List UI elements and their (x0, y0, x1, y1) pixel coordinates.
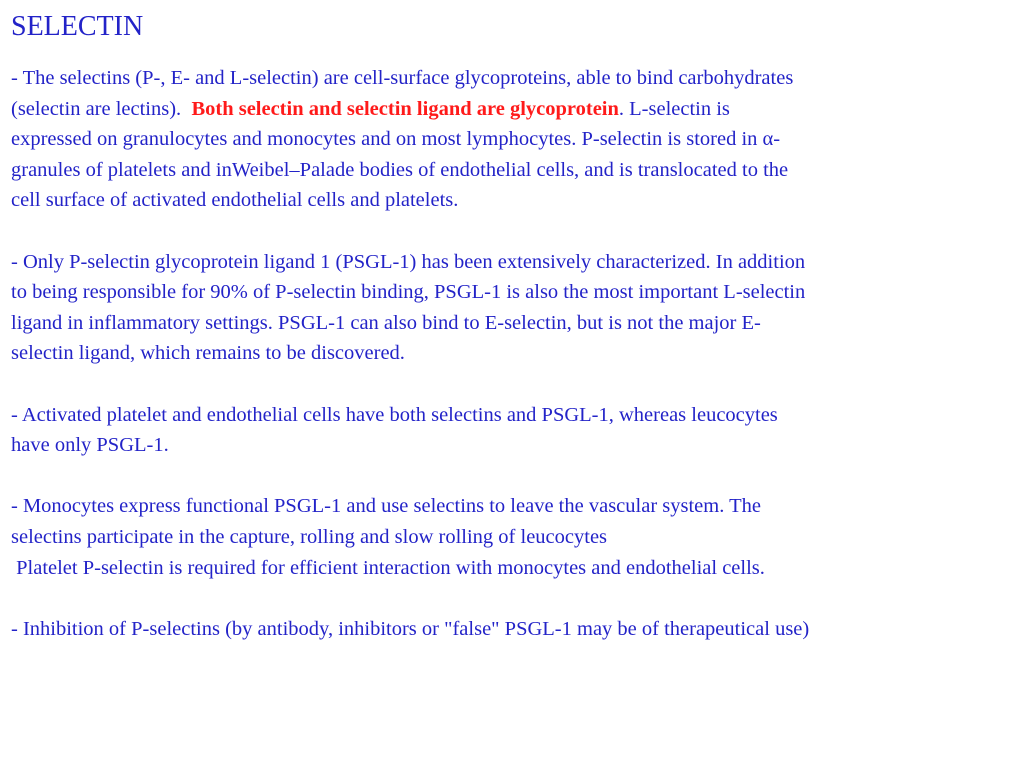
text-line: - Only P-selectin glycoprotein ligand 1 (PSGL-1) has been extensively characterized. In addition (11, 250, 806, 273)
text-line: ligand in inflammatory settings. PSGL-1 can also bind to E-selectin, but is not the major E- (11, 311, 761, 334)
text-line: granules of platelets and inWeibel–Palade bodies of endothelial cells, and is translocated to the (11, 158, 789, 181)
text-line: - The selectins (P-, E- and L-selectin) are cell-surface glycoproteins, able to bind carbohydrates (11, 67, 794, 89)
paragraph-psgl1 (11, 247, 1024, 369)
highlighted-statement: Both selectin and selectin ligand are glycoprotein (191, 97, 619, 120)
text-line: expressed on granulocytes and monocytes and on most lymphocytes. P-selectin is stored in α- (11, 128, 781, 151)
text-segment: (selectin are lectins). (11, 97, 192, 120)
paragraph-activated-cells (11, 400, 1024, 461)
text-line: selectin ligand, which remains to be discovered. (11, 342, 405, 365)
paragraph-spacer (11, 461, 1024, 492)
text-line: Platelet P-selectin is required for efficient interaction with monocytes and endothelial cells. (11, 556, 765, 579)
text-line: to being responsible for 90% of P-selectin binding, PSGL-1 is also the most important L-selectin (11, 281, 806, 304)
text-line: - Activated platelet and endothelial cells have both selectins and PSGL-1, whereas leucocytes (11, 403, 778, 426)
text-line (11, 94, 1024, 125)
paragraph-spacer (11, 369, 1024, 400)
slide-body (11, 63, 1024, 644)
text-line: selectins participate in the capture, rolling and slow rolling of leucocytes (11, 525, 608, 548)
paragraph-selectins-overview (11, 63, 1024, 216)
text-line: have only PSGL-1. (11, 434, 169, 457)
text-line: - Monocytes express functional PSGL-1 and use selectins to leave the vascular system. The (11, 495, 761, 518)
paragraph-monocytes (11, 491, 1024, 583)
slide-title: SELECTIN (11, 11, 144, 42)
text-segment: . L-selectin is (618, 97, 730, 120)
text-line: cell surface of activated endothelial cells and platelets. (11, 189, 459, 212)
paragraph-spacer (11, 583, 1024, 614)
paragraph-inhibition (11, 614, 1024, 645)
text-line: - Inhibition of P-selectins (by antibody, inhibitors or "false" PSGL-1 may be of therapeutical use) (11, 617, 810, 640)
paragraph-spacer (11, 216, 1024, 247)
